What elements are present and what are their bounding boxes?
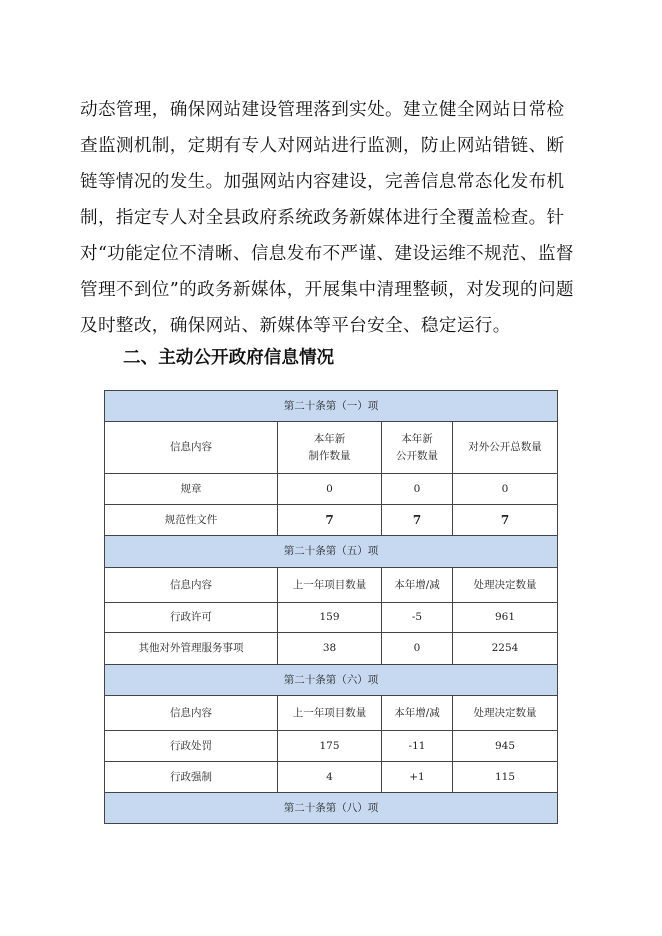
row-value: 0 xyxy=(278,474,382,505)
header-cell: 信息内容 xyxy=(105,696,278,731)
header-row xyxy=(105,568,558,603)
section-heading: 二、主动公开政府信息情况 xyxy=(123,348,335,368)
header-cell: 上一年项目数量 xyxy=(278,568,382,603)
row-value: 945 xyxy=(453,731,558,762)
row-value: 7 xyxy=(453,505,558,536)
section-row xyxy=(105,665,558,696)
header-cell-line: 本年新 xyxy=(313,432,346,445)
section-row xyxy=(105,391,558,422)
row-value: 38 xyxy=(278,633,382,665)
header-cell-line: 制作数量 xyxy=(308,449,351,462)
header-cell: 本年增/减 xyxy=(382,696,453,731)
header-cell: 信息内容 xyxy=(105,422,278,474)
disclosure-table xyxy=(104,390,558,824)
header-cell: 本年增/减 xyxy=(382,568,453,603)
row-value: 175 xyxy=(278,731,382,762)
body-paragraph xyxy=(80,92,580,344)
header-cell: 上一年项目数量 xyxy=(278,696,382,731)
body-line: 查监测机制，定期有专人对网站进行监测，防止网站错链、断 xyxy=(80,136,565,156)
table-row xyxy=(105,762,558,793)
row-value: 115 xyxy=(453,762,558,793)
row-label: 其他对外管理服务事项 xyxy=(105,633,278,665)
table-row xyxy=(105,633,558,665)
header-cell-line: 公开数量 xyxy=(396,449,438,462)
row-value: +1 xyxy=(382,762,453,793)
header-cell: 处理决定数量 xyxy=(453,696,558,731)
table-row xyxy=(105,505,558,536)
row-value: 7 xyxy=(278,505,382,536)
row-value: 0 xyxy=(382,474,453,505)
row-value: -5 xyxy=(382,603,453,633)
row-value: 2254 xyxy=(453,633,558,665)
row-value: 159 xyxy=(278,603,382,633)
body-line: 管理不到位”的政务新媒体，开展集中清理整顿，对发现的问题 xyxy=(80,280,574,300)
row-value: 4 xyxy=(278,762,382,793)
body-line: 及时整改，确保网站、新媒体等平台安全、稳定运行。 xyxy=(80,316,511,336)
row-label: 规章 xyxy=(105,474,278,505)
row-label: 行政处罚 xyxy=(105,731,278,762)
table-row xyxy=(105,474,558,505)
table-row xyxy=(105,731,558,762)
section-title: 第二十条第（一）项 xyxy=(105,391,558,422)
row-value: 0 xyxy=(453,474,558,505)
row-value: 961 xyxy=(453,603,558,633)
body-line: 对“功能定位不清晰、信息发布不严谨、建设运维不规范、监督 xyxy=(80,244,574,264)
row-value: 7 xyxy=(382,505,453,536)
header-cell: 信息内容 xyxy=(105,568,278,603)
row-label: 规范性文件 xyxy=(105,505,278,536)
section-title: 第二十条第（八）项 xyxy=(105,793,558,824)
header-cell: 处理决定数量 xyxy=(453,568,558,603)
section-row xyxy=(105,536,558,568)
row-label: 行政强制 xyxy=(105,762,278,793)
body-line: 链等情况的发生。加强网站内容建设，完善信息常态化发布机 xyxy=(80,172,565,192)
header-cell-line: 本年新 xyxy=(401,432,433,445)
section-title: 第二十条第（六）项 xyxy=(105,665,558,696)
header-row xyxy=(105,422,558,474)
section-row xyxy=(105,793,558,824)
row-value: 0 xyxy=(382,633,453,665)
header-row xyxy=(105,696,558,731)
section-title: 第二十条第（五）项 xyxy=(105,536,558,568)
header-cell: 对外公开总数量 xyxy=(453,422,558,474)
header-cell xyxy=(382,422,453,474)
body-line: 制，指定专人对全县政府系统政务新媒体进行全覆盖检查。针 xyxy=(80,208,565,228)
header-cell xyxy=(278,422,382,474)
table-row xyxy=(105,603,558,633)
row-value: -11 xyxy=(382,731,453,762)
row-label: 行政许可 xyxy=(105,603,278,633)
body-line: 动态管理，确保网站建设管理落到实处。建立健全网站日常检 xyxy=(80,100,565,120)
